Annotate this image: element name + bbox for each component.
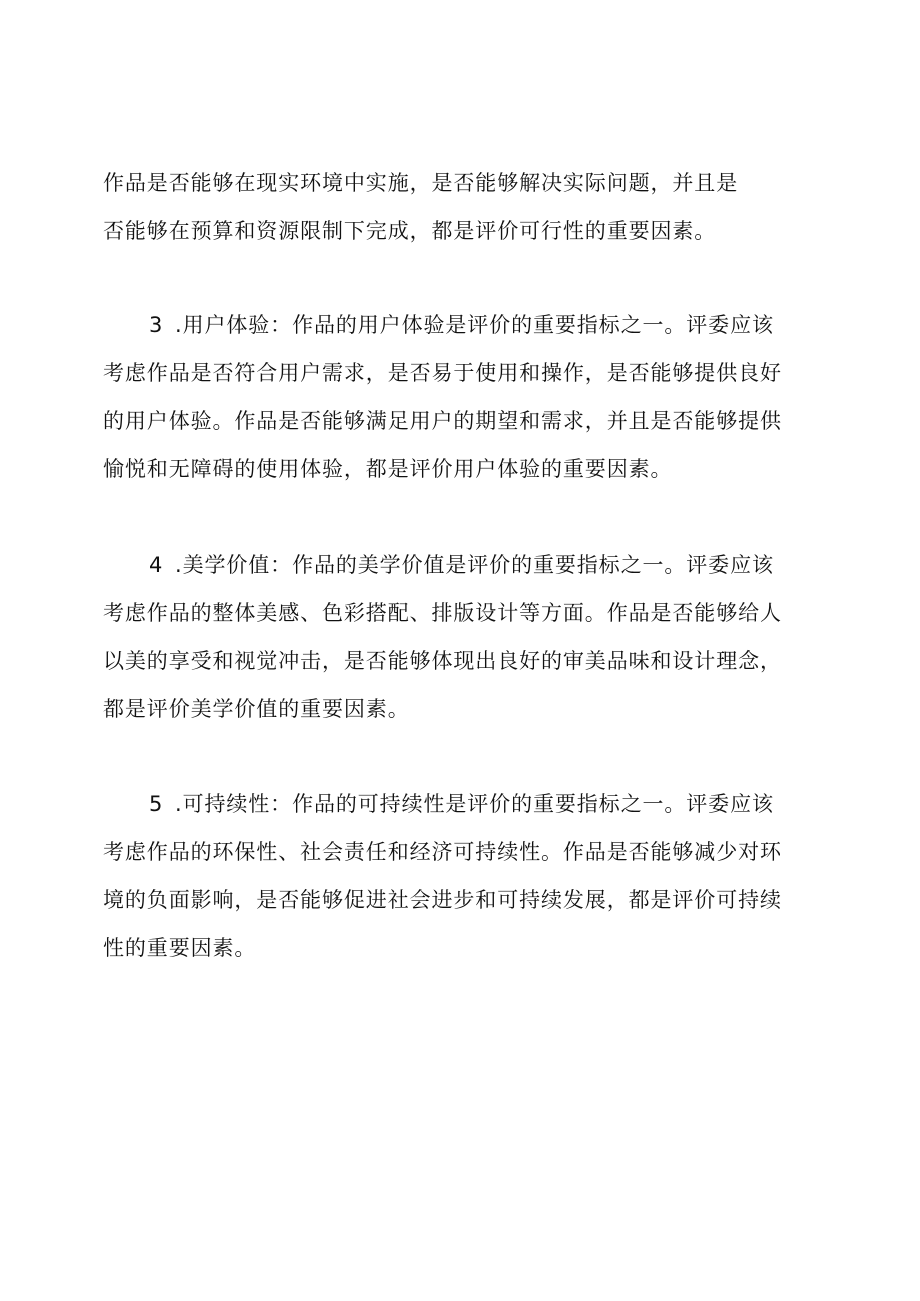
item-3-text-1: .用户体验：作品的用户体验是评价的重要指标之一。评委应该 [175, 313, 774, 337]
item-4-line-3: 以美的享受和视觉冲击，是否能够体现出良好的审美品味和设计理念， [103, 649, 782, 673]
item-5-line-4: 性的重要因素。 [103, 936, 257, 960]
intro-line-1: 作品是否能够在现实环境中实施，是否能够解决实际问题，并且是 [103, 171, 739, 195]
item-4-number: 4 [149, 553, 164, 577]
item-5-number: 5 [149, 792, 164, 816]
item-3-line-2: 考虑作品是否符合用户需求，是否易于使用和操作，是否能够提供良好 [103, 361, 782, 385]
item-3-line-3: 的用户体验。作品是否能够满足用户的期望和需求，并且是否能够提供 [103, 409, 782, 433]
item-4-line-2: 考虑作品的整体美感、色彩搭配、排版设计等方面。作品是否能够给人 [103, 601, 782, 625]
item-4-line-1 [149, 550, 774, 580]
item-3-line-4: 愉悦和无障碍的使用体验，都是评价用户体验的重要因素。 [103, 457, 673, 481]
item-5-line-1 [149, 789, 774, 819]
item-3-line-1 [149, 310, 774, 340]
intro-line-2: 否能够在预算和资源限制下完成，都是评价可行性的重要因素。 [103, 219, 717, 243]
item-5-line-2: 考虑作品的环保性、社会责任和经济可持续性。作品是否能够减少对环 [103, 840, 782, 864]
item-5-line-3: 境的负面影响，是否能够促进社会进步和可持续发展，都是评价可持续 [103, 888, 782, 912]
item-3-number: 3 [149, 313, 164, 337]
item-4-line-4: 都是评价美学价值的重要因素。 [103, 697, 410, 721]
item-4-text-1: .美学价值：作品的美学价值是评价的重要指标之一。评委应该 [175, 553, 774, 577]
item-5-text-1: .可持续性：作品的可持续性是评价的重要指标之一。评委应该 [175, 792, 774, 816]
